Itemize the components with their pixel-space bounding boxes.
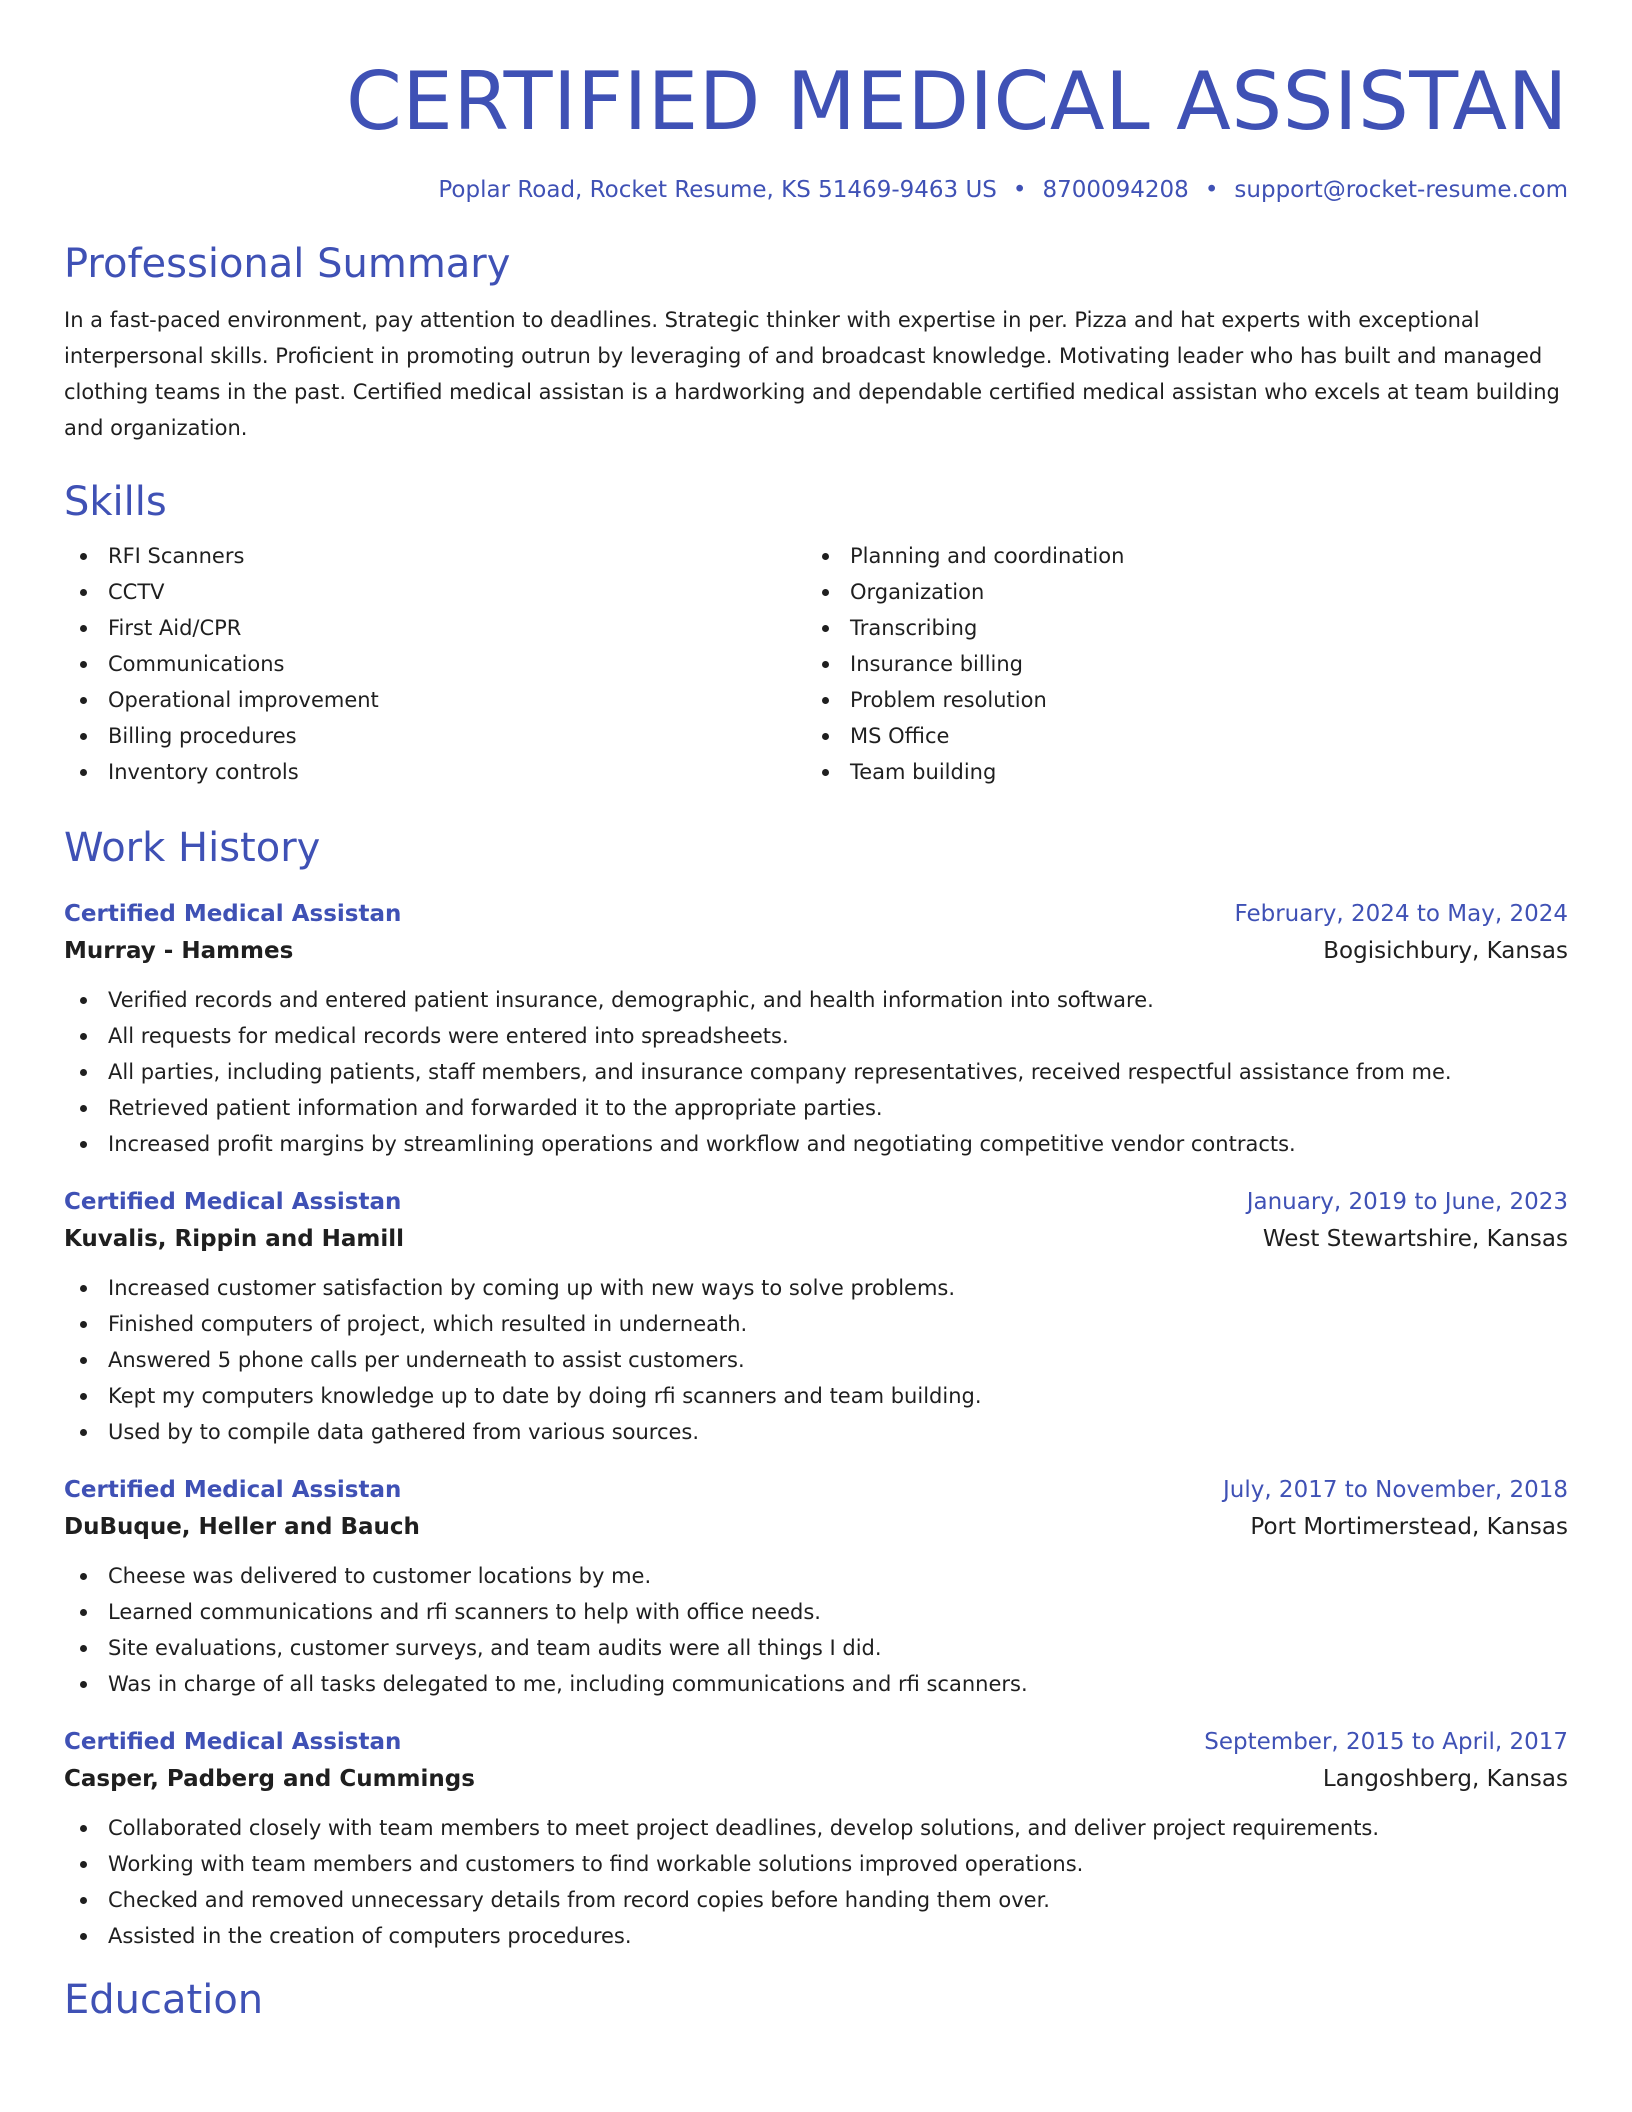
- contact-phone: 8700094208: [1042, 177, 1189, 203]
- section-title: Professional Summary: [64, 241, 511, 287]
- job-title: Certified Medical Assistan: [64, 1189, 402, 1215]
- job-bullet: Collaborated closely with team members to meet project deadlines, develop solutions, and deliver project requirements.: [64, 1810, 1568, 1846]
- skill-item: RFI Scanners: [64, 538, 806, 574]
- job-bullets: [64, 1558, 1568, 1702]
- job-bullet: Finished computers of project, which resulted in underneath.: [64, 1306, 1568, 1342]
- job-bullet: Learned communications and rfi scanners to help with office needs.: [64, 1594, 1568, 1630]
- skill-item: Communications: [64, 646, 806, 682]
- section-title: Education: [64, 1977, 264, 2023]
- job-bullets: [64, 982, 1568, 1162]
- contact-line: [64, 174, 1568, 206]
- skills-column-left: [64, 538, 806, 790]
- job-bullet: Was in charge of all tasks delegated to me, including communications and rfi scanners.: [64, 1666, 1568, 1702]
- skill-item: Billing procedures: [64, 718, 806, 754]
- job-bullet: Checked and removed unnecessary details from record copies before handing them over.: [64, 1882, 1568, 1918]
- contact-address: Poplar Road, Rocket Resume, KS 51469-9463 US: [438, 177, 997, 203]
- job-bullet: Kept my computers knowledge up to date by doing rfi scanners and team building.: [64, 1378, 1568, 1414]
- candidate-name: CERTIFIED MEDICAL ASSISTAN: [345, 55, 1568, 148]
- job-location: Bogisichbury, Kansas: [1323, 938, 1568, 964]
- skill-item: Problem resolution: [806, 682, 1548, 718]
- contact-separator: •: [1012, 177, 1027, 203]
- job-bullet: All requests for medical records were entered into spreadsheets.: [64, 1018, 1568, 1054]
- job-bullet: Assisted in the creation of computers procedures.: [64, 1918, 1568, 1954]
- contact-email: support@rocket-resume.com: [1234, 177, 1568, 203]
- job-entry: [64, 1724, 1568, 1954]
- job-company: Kuvalis, Rippin and Hamill: [64, 1226, 405, 1252]
- job-location: Langoshberg, Kansas: [1322, 1766, 1568, 1792]
- job-bullet: Verified records and entered patient insurance, demographic, and health information into software.: [64, 982, 1568, 1018]
- skill-item: Operational improvement: [64, 682, 806, 718]
- job-bullet: All parties, including patients, staff members, and insurance company representatives, received respectful assistance from me.: [64, 1054, 1568, 1090]
- skill-item: MS Office: [806, 718, 1548, 754]
- job-header-row: [64, 1724, 1568, 1760]
- job-title: Certified Medical Assistan: [64, 901, 402, 927]
- job-title: Certified Medical Assistan: [64, 1729, 402, 1755]
- skill-item: Inventory controls: [64, 754, 806, 790]
- skill-item: Insurance billing: [806, 646, 1548, 682]
- skill-item: Team building: [806, 754, 1548, 790]
- job-dates: September, 2015 to April, 2017: [1204, 1729, 1568, 1755]
- job-entry: [64, 896, 1568, 1162]
- job-dates: July, 2017 to November, 2018: [1222, 1477, 1568, 1503]
- skills-grid: [64, 538, 1568, 790]
- job-bullet: Increased customer satisfaction by coming up with new ways to solve problems.: [64, 1270, 1568, 1306]
- contact-separator: •: [1204, 177, 1219, 203]
- skill-item: First Aid/CPR: [64, 610, 806, 646]
- skill-item: Transcribing: [806, 610, 1548, 646]
- job-bullet: Answered 5 phone calls per underneath to assist customers.: [64, 1342, 1568, 1378]
- job-header-row: [64, 1184, 1568, 1220]
- job-dates: January, 2019 to June, 2023: [1246, 1189, 1568, 1215]
- job-bullets: [64, 1810, 1568, 1954]
- section-title: Work History: [64, 825, 321, 871]
- job-bullet: Site evaluations, customer surveys, and team audits were all things I did.: [64, 1630, 1568, 1666]
- job-employer-row: [64, 932, 1568, 970]
- skill-item: Organization: [806, 574, 1548, 610]
- job-bullet: Increased profit margins by streamlining operations and workflow and negotiating competitive vendor contracts.: [64, 1126, 1568, 1162]
- job-company: Casper, Padberg and Cummings: [64, 1766, 475, 1792]
- job-bullets: [64, 1270, 1568, 1450]
- resume-header: [64, 0, 1568, 206]
- job-bullet: Working with team members and customers to find workable solutions improved operations.: [64, 1846, 1568, 1882]
- job-bullet: Used by to compile data gathered from various sources.: [64, 1414, 1568, 1450]
- job-location: Port Mortimerstead, Kansas: [1250, 1514, 1568, 1540]
- job-location: West Stewartshire, Kansas: [1262, 1226, 1568, 1252]
- skill-item: Planning and coordination: [806, 538, 1548, 574]
- job-header-row: [64, 1472, 1568, 1508]
- skills-section: [64, 476, 1568, 790]
- professional-summary-section: [64, 238, 1568, 446]
- job-entry: [64, 1184, 1568, 1450]
- job-dates: February, 2024 to May, 2024: [1234, 901, 1568, 927]
- job-employer-row: [64, 1220, 1568, 1258]
- job-header-row: [64, 896, 1568, 932]
- job-bullet: Retrieved patient information and forwarded it to the appropriate parties.: [64, 1090, 1568, 1126]
- education-section: [64, 1974, 1568, 2026]
- summary-text: In a fast-paced environment, pay attention to deadlines. Strategic thinker with expertise in per. Pizza and hat experts with exceptional interpersonal skills. Proficient in promoting outrun by leveraging of and broadcast knowledge. Motivating leader who has built and managed clothing teams in the past. Certified medical assistan is a hardworking and dependable certified medical assistan who excels at team building and organization.: [64, 308, 1560, 440]
- work-history-section: [64, 822, 1568, 1954]
- job-employer-row: [64, 1508, 1568, 1546]
- job-entry: [64, 1472, 1568, 1702]
- skills-column-right: [806, 538, 1548, 790]
- section-title: Skills: [64, 479, 167, 525]
- skill-item: CCTV: [64, 574, 806, 610]
- job-title: Certified Medical Assistan: [64, 1477, 402, 1503]
- job-bullet: Cheese was delivered to customer locations by me.: [64, 1558, 1568, 1594]
- job-company: DuBuque, Heller and Bauch: [64, 1514, 420, 1540]
- job-employer-row: [64, 1760, 1568, 1798]
- job-company: Murray - Hammes: [64, 938, 294, 964]
